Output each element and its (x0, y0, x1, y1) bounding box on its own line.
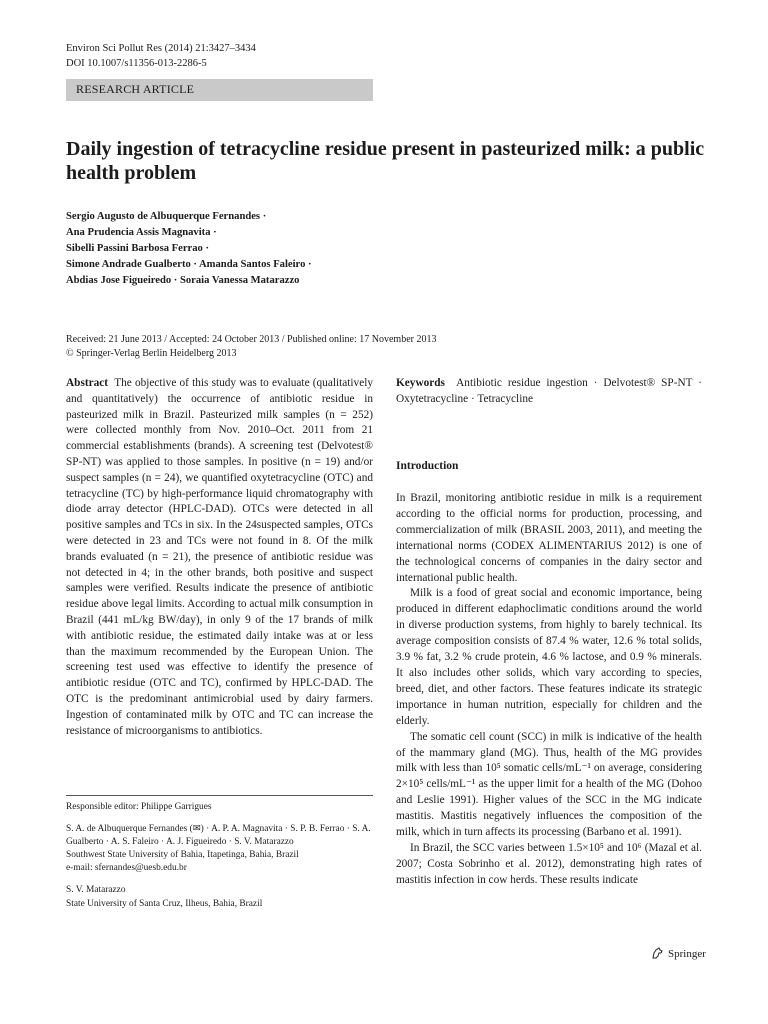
footnote-divider (66, 795, 373, 796)
journal-citation: Environ Sci Pollut Res (2014) 21:3427–3434 (66, 43, 256, 54)
article-type-banner (66, 79, 373, 101)
abstract-block (66, 376, 373, 739)
keywords-text: Antibiotic residue ingestion · Delvotest® SP-NT · Oxytetracycline · Tetracycline (396, 377, 702, 405)
introduction-heading: Introduction (396, 460, 459, 472)
contact-email[interactable]: e-mail: sfernandes@uesb.edu.br (66, 863, 187, 874)
affiliation-org: Southwest State University of Bahia, Itapetinga, Bahia, Brazil (66, 850, 299, 861)
affiliation-names: S. A. de Albuquerque Fernandes (✉) · A. P. A. Magnavita · S. P. B. Ferrao · S. A. Gualberto · A. S. Faleiro · A. J. Figueiredo · S. V. Matarazzo (66, 824, 371, 848)
abstract-text: The objective of this study was to evaluate (qualitatively and quantitatively) the occurrence of antibiotic residue in pasteurized milk in Brazil. Pasteurized milk samples (n = 252) were collected monthly from Nov. 2010–Oct. 2011 from 21 commercial establishments (brands). A screening test (Delvotest® SP-NT) was applied to those samples. In positive (n = 19) and/or suspect samples (n = 24), we quantified oxytetracycline (OTC) and tetracycline (TC) by high-performance liquid chromatography with diode array detector (HPLC-DAD). OTCs were detected in all positive samples and TCs in six. In the 24suspected samples, OTCs were detected in 23 and TCs were not found in 8. Of the milk brands evaluated (n = 21), the presence of antibiotic residue was not detected in 4; in the other brands, both positive and suspect samples were verified. Results indicate the presence of antibiotic residue above legal limits. According to actual milk consumption in Brazil (441 mL/kg BW/day), in only 9 of the 17 brands of milk with antibiotic residue, the estimated daily intake was at or less than the maximum recommended by the European Union. The screening test used was effective to identify the presence of antibiotic residue (OTC and TC), confirmed by HPLC-DAD. The OTC is the predominant antimicrobial used by dairy farmers. Ingestion of contaminated milk by OTC and TC can increase the resistance of microorganisms to antibiotics. (66, 377, 373, 737)
affiliation-org: State University of Santa Cruz, Ilheus, Bahia, Brazil (66, 898, 263, 909)
springer-horse-icon (651, 947, 664, 960)
author-line: Ana Prudencia Assis Magnavita · (66, 227, 217, 238)
publisher-logo (651, 947, 706, 960)
affiliation-names: S. V. Matarazzo (66, 885, 126, 896)
intro-paragraph: In Brazil, monitoring antibiotic residue in milk is a requirement according to the official norms for production, processing, and commercialization of milk (BRASIL 2003, 2011), and meeting the international norms (CODEX ALIMENTARIUS 2012) is one of the technological concerns of companies in the dairy sector and international public health. (396, 492, 702, 584)
dates-line: Received: 21 June 2013 / Accepted: 24 October 2013 / Published online: 17 November 2013 (66, 334, 437, 345)
keywords-label: Keywords (396, 377, 445, 389)
abstract-label: Abstract (66, 377, 109, 389)
publication-dates (66, 333, 436, 361)
intro-paragraph: The somatic cell count (SCC) in milk is indicative of the health of the mammary gland (MG). Thus, health of the MG provides milk with less than 10⁵ somatic cells/mL⁻¹ on average, considering 2×10⁵ cells/mL⁻¹ as the upper limit for a health of the MG (Dohoo and Leslie 1991). Higher values of the SCC in the MG indicate mastitis. Mastitis negatively influences the composition of the milk, which in turn affects its processing (Barbano et al. 1991). (396, 730, 702, 839)
intro-paragraph: In Brazil, the SCC varies between 1.5×10⁵ and 10⁶ (Mazal et al. 2007; Costa Sobrinho et al. 2012), demonstrating high rates of mastitis infection in cow herds. These results indicate (396, 841, 702, 886)
copyright-line: © Springer-Verlag Berlin Heidelberg 2013 (66, 348, 237, 359)
journal-header (66, 41, 256, 71)
author-line: Sibelli Passini Barbosa Ferrao · (66, 243, 210, 254)
intro-paragraph: Milk is a food of great social and economic importance, being produced in different edaphoclimatic conditions around the world in diverse production systems, from highly to barely technical. Its average composition consists of 87.4 % water, 12.6 % total solids, 3.9 % fat, 3.2 % crude protein, 4.6 % lactose, and 0.9 % minerals. It also includes other solids, which vary according to species, breed, diet, and other factors. These features indicate its strategic importance in human nutrition, especially for children and the elderly. (396, 587, 702, 727)
publisher-name: Springer (668, 947, 706, 960)
author-line: Abdias Jose Figueiredo · Soraia Vanessa Matarazzo (66, 275, 300, 286)
footnote-block (66, 801, 373, 911)
keywords-block (396, 376, 702, 408)
author-line: Sergio Augusto de Albuquerque Fernandes · (66, 211, 267, 222)
responsible-editor: Responsible editor: Philippe Garrigues (66, 802, 212, 812)
article-type-label: RESEARCH ARTICLE (76, 82, 195, 96)
introduction-body (396, 491, 702, 889)
author-line: Simone Andrade Gualberto · Amanda Santos Faleiro · (66, 259, 312, 270)
doi: DOI 10.1007/s11356-013-2286-5 (66, 58, 207, 69)
paper-title: Daily ingestion of tetracycline residue present in pasteurized milk: a public health problem (66, 138, 705, 184)
author-list (66, 209, 312, 289)
